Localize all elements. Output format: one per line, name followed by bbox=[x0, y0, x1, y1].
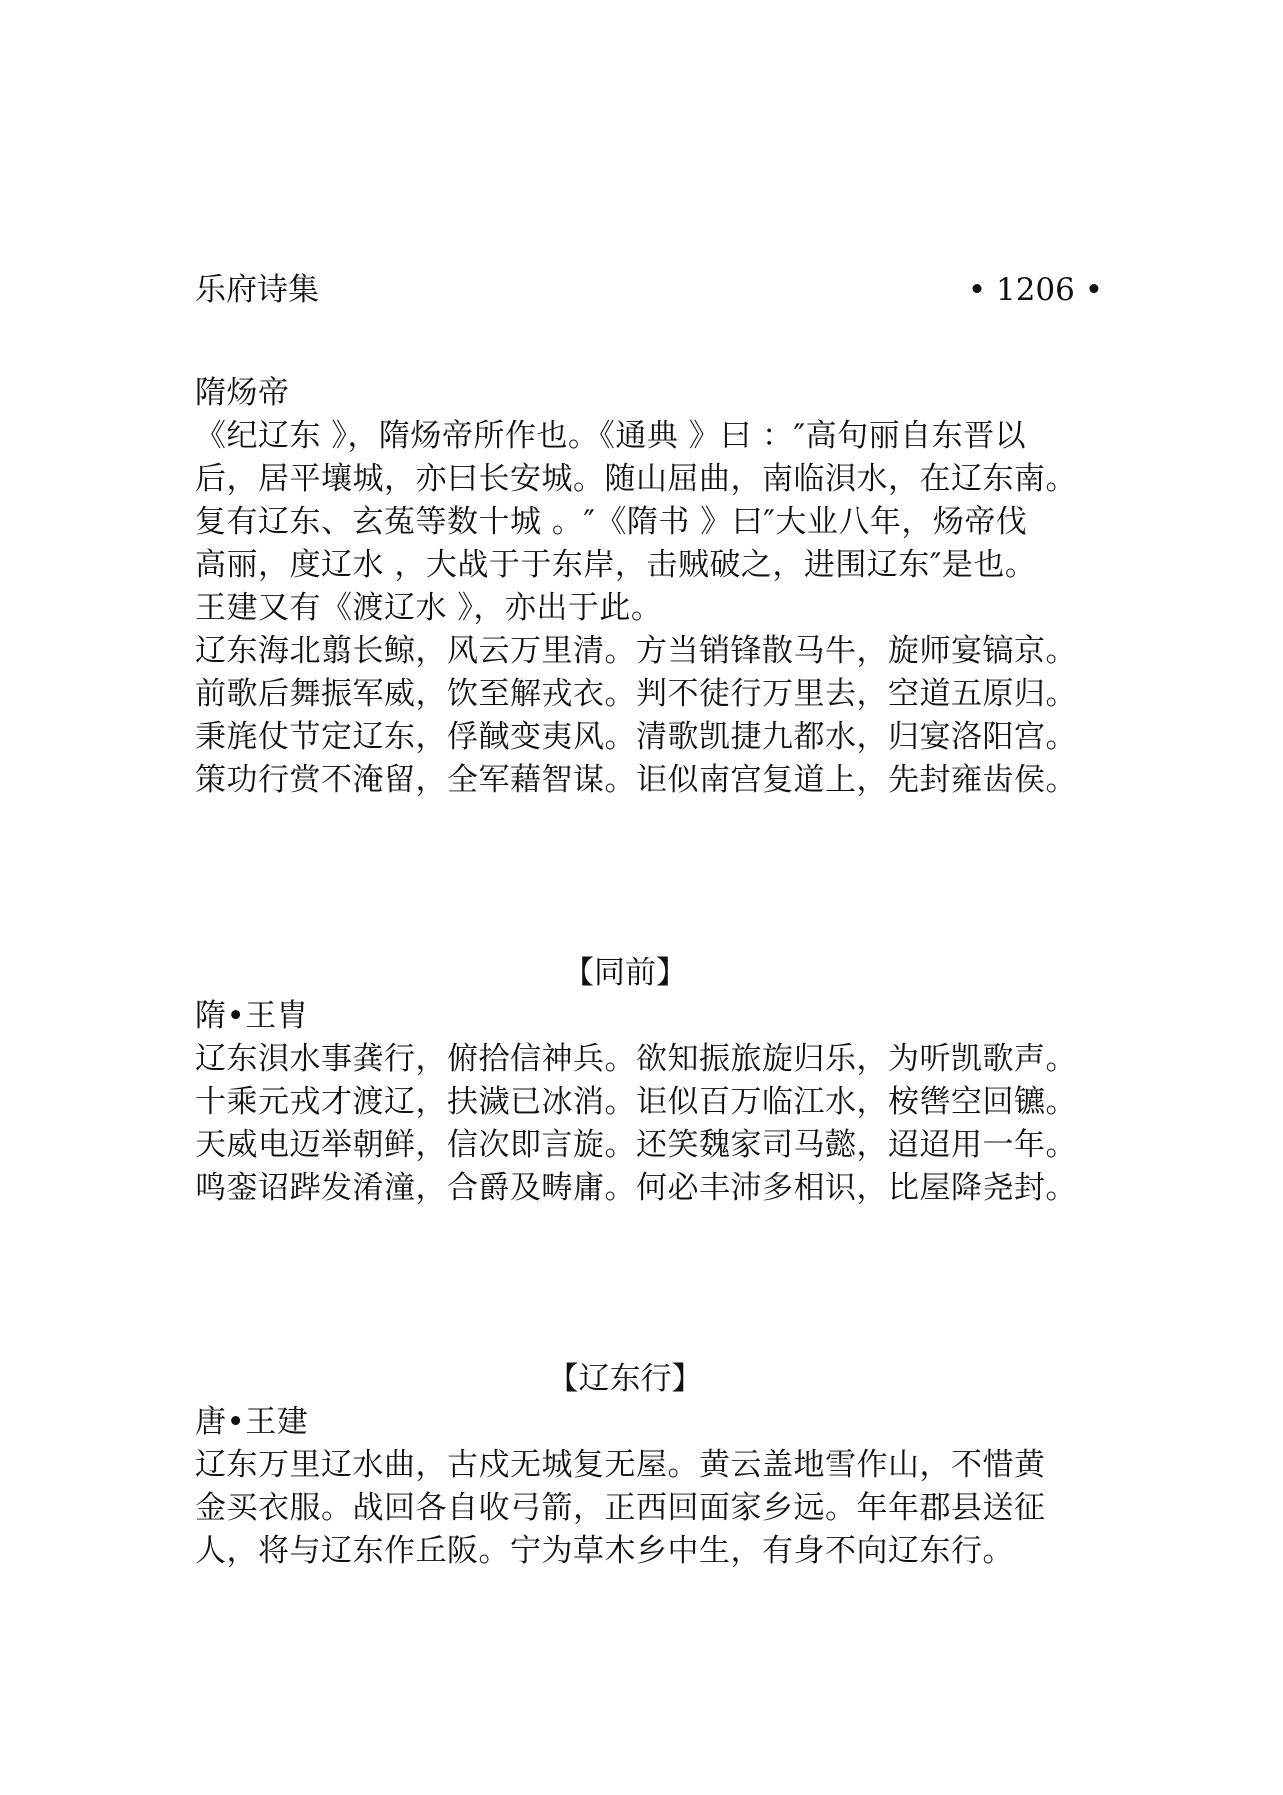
page-header bbox=[195, 268, 1115, 312]
document-page bbox=[195, 268, 1115, 1573]
poem-line: 前歌后舞振军威，饮至解戎衣。判不徒行万里去，空道五原归。 bbox=[195, 676, 1077, 712]
section-author: 唐•王建 bbox=[195, 1404, 309, 1440]
section-author: 隋炀帝 bbox=[195, 375, 290, 411]
poem-line: 秉旄仗节定辽东，俘馘变夷风。清歌凯捷九都水，归宴洛阳宫。 bbox=[195, 719, 1077, 755]
note-line: 复有辽东、玄菟等数十城 。″《隋书 》曰″大业八年，炀帝伐 bbox=[195, 504, 1028, 540]
section-title: 【同前】 bbox=[563, 955, 687, 991]
section-tong-qian bbox=[195, 952, 1115, 1210]
spacer bbox=[195, 1210, 1115, 1358]
poem-line: 策功行赏不淹留，全军藉智谋。讵似南宫复道上，先封雍齿侯。 bbox=[195, 762, 1077, 798]
section-ji-liaodong bbox=[195, 372, 1115, 802]
book-title: 乐府诗集 bbox=[195, 272, 319, 308]
note-line: 后，居平壤城，亦曰长安城。随山屈曲，南临浿水，在辽东南。 bbox=[195, 461, 1077, 497]
section-liaodong-xing bbox=[195, 1358, 1115, 1573]
spacer bbox=[195, 802, 1115, 952]
page-number: • 1206 • bbox=[967, 272, 1103, 308]
poem-line: 金买衣服。战回各自收弓箭，正西回面家乡远。年年郡县送征 bbox=[195, 1490, 1046, 1526]
poem-line: 辽东万里辽水曲，古戍无城复无屋。黄云盖地雪作山，不惜黄 bbox=[195, 1447, 1046, 1483]
section-title: 【辽东行】 bbox=[547, 1361, 703, 1397]
section-author: 隋•王胄 bbox=[195, 998, 309, 1034]
poem-line: 人，将与辽东作丘阪。宁为草木乡中生，有身不向辽东行。 bbox=[195, 1533, 1014, 1569]
poem-line: 十乘元戎才渡辽，扶濊已冰消。讵似百万临江水，桉辔空回镳。 bbox=[195, 1084, 1077, 1120]
poem-line: 天威电迈举朝鲜，信次即言旋。还笑魏家司马懿，迢迢用一年。 bbox=[195, 1127, 1077, 1163]
note-line: 王建又有《渡辽水 》，亦出于此。 bbox=[195, 590, 663, 626]
spacer bbox=[195, 312, 1115, 372]
note-line: 高丽，度辽水 ，大战于于东岸，击贼破之，进围辽东″是也。 bbox=[195, 547, 1037, 583]
poem-line: 辽东海北翦长鲸，风云万里清。方当销锋散马牛，旋师宴镐京。 bbox=[195, 633, 1077, 669]
note-line: 《纪辽东 》，隋炀帝所作也。《通典 》曰 ：″高句丽自东晋以 bbox=[195, 418, 1027, 454]
poem-line: 辽东浿水事龚行，俯拾信神兵。欲知振旅旋归乐，为听凯歌声。 bbox=[195, 1041, 1077, 1077]
poem-line: 鸣銮诏跸发淆潼，合爵及畴庸。何必丰沛多相识，比屋降尧封。 bbox=[195, 1170, 1077, 1206]
